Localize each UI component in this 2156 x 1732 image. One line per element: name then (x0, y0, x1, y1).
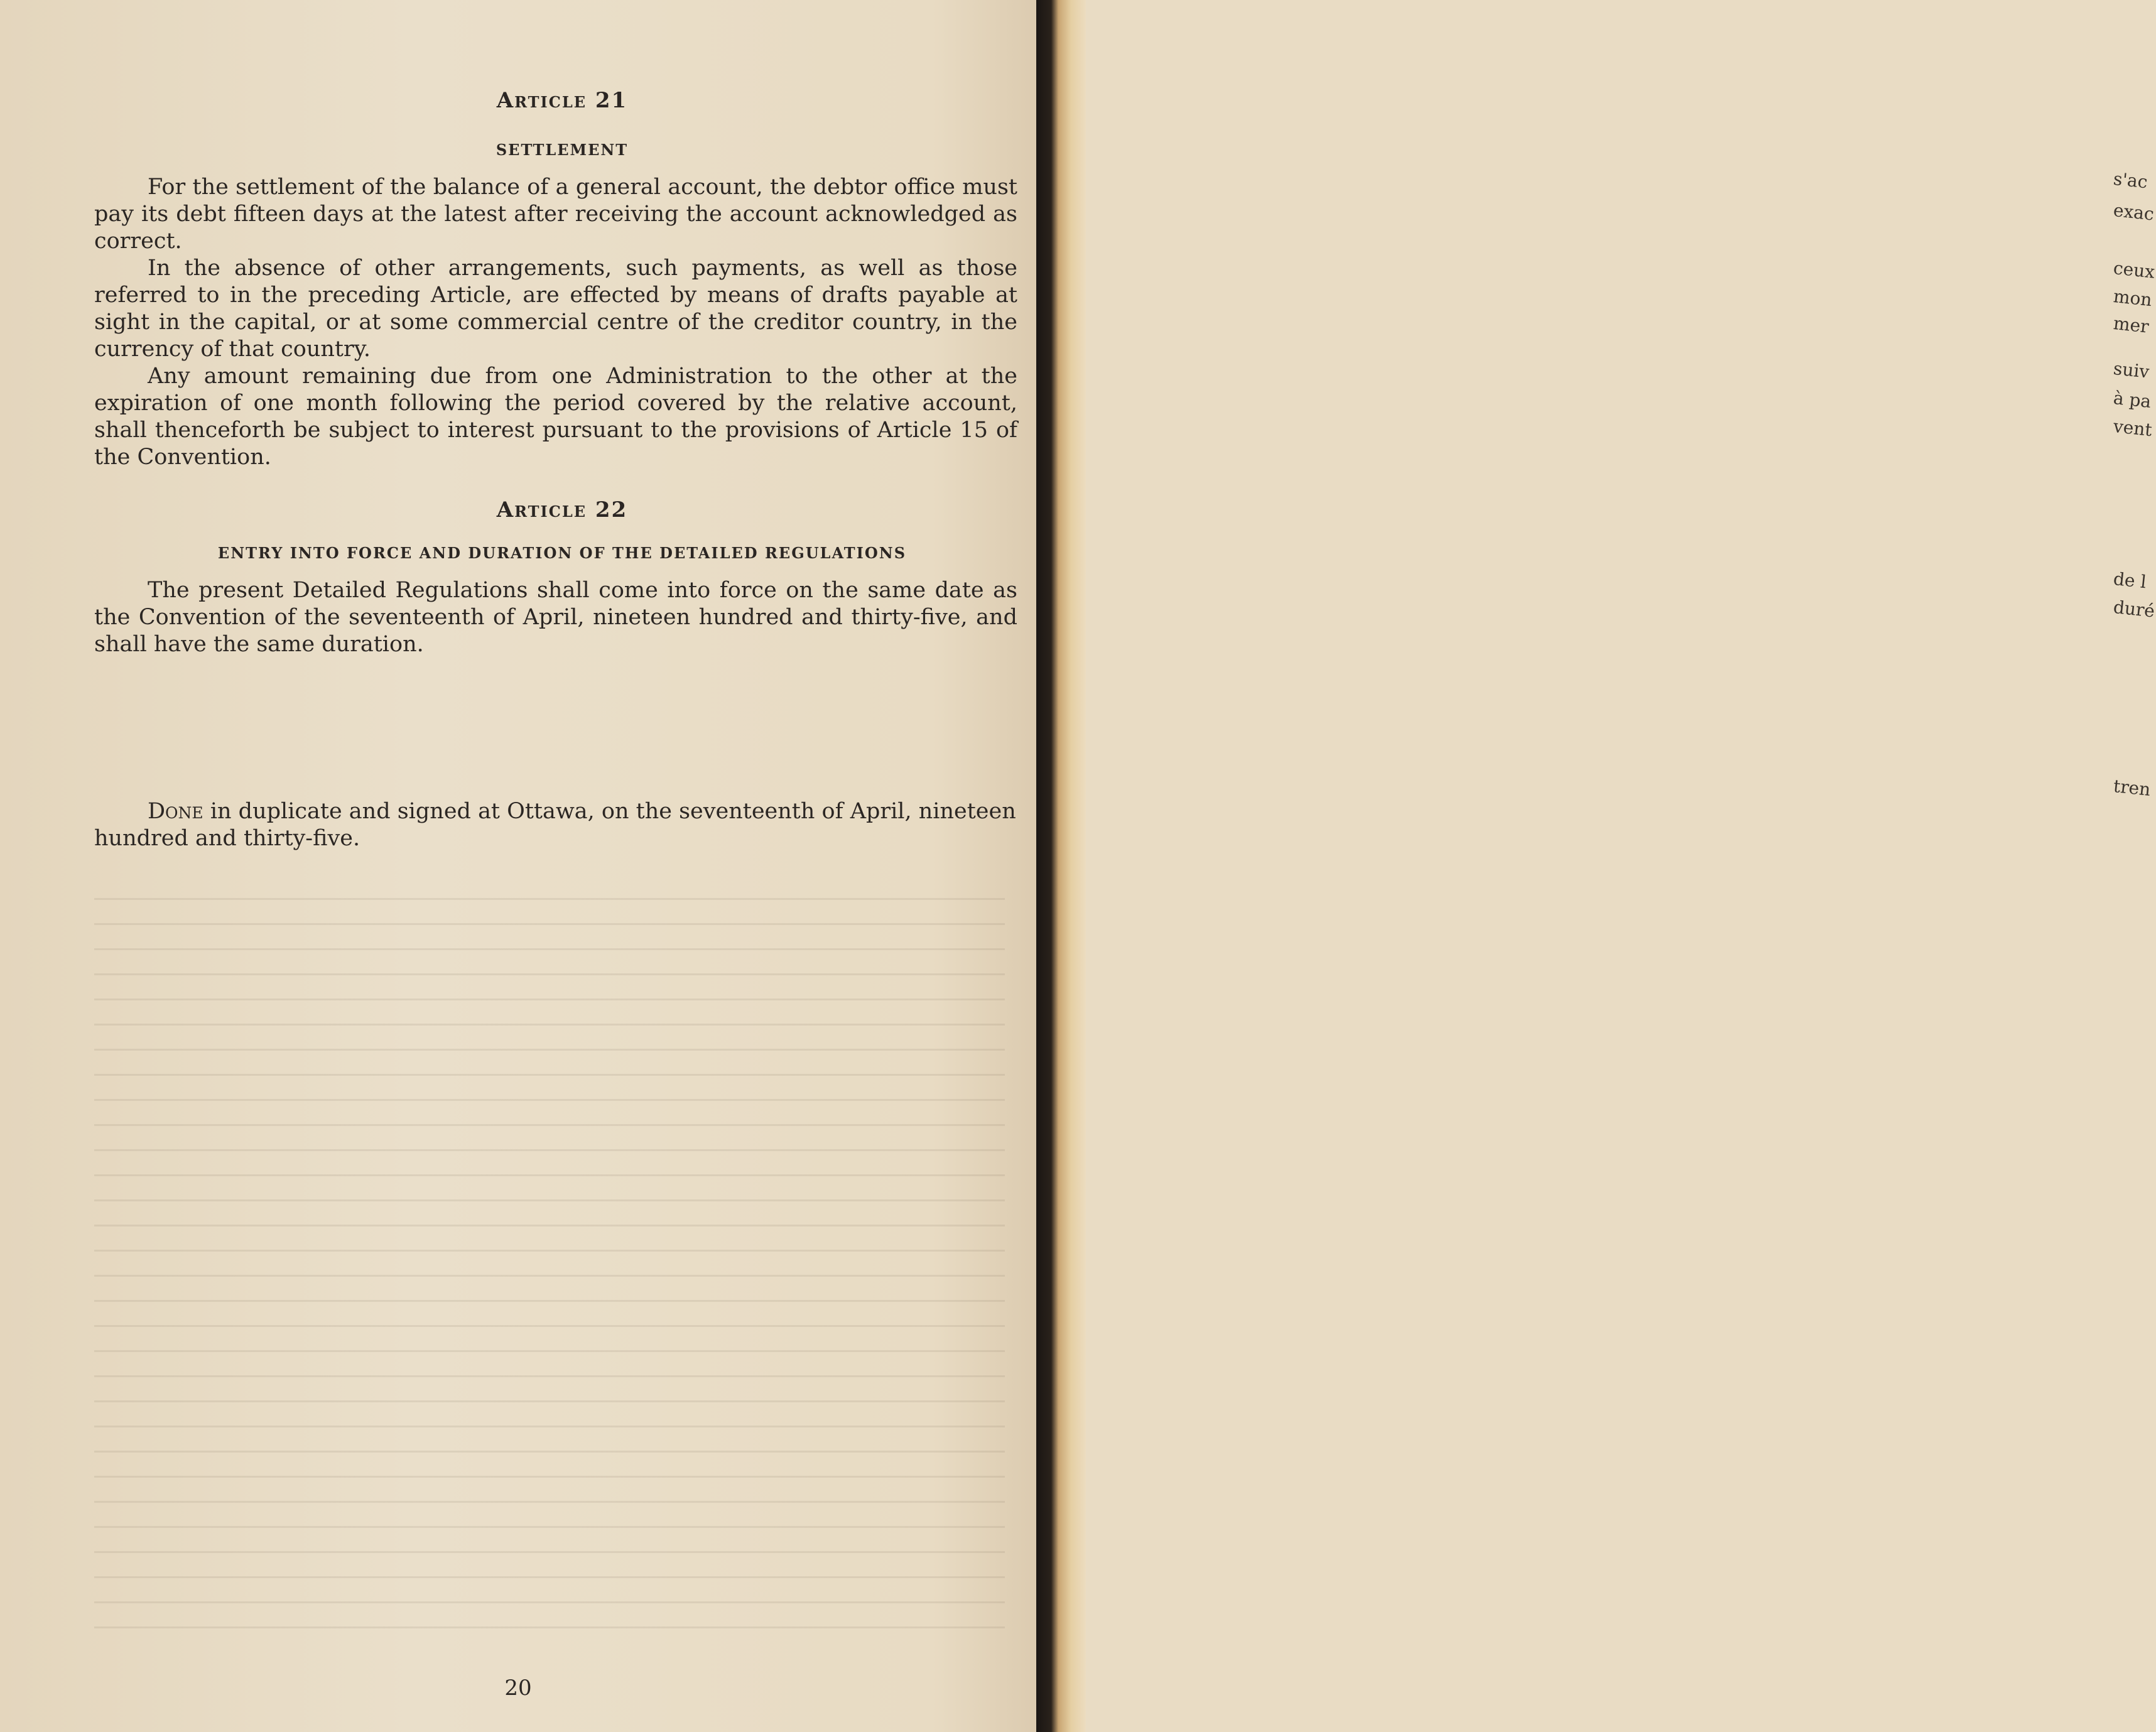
facing-fragment: de l (2112, 568, 2148, 593)
facing-page-strip (1055, 0, 2156, 1732)
page-number: 20 (504, 1675, 532, 1701)
show-through-text (94, 898, 1005, 1639)
article-21-paragraph-3: Any amount remaining due from one Administration to the other at the expiration of one month following the period covered by the relative account, shall thenceforth be subject to interest pursuant to the provisions of Article 15 of the Convention. (94, 364, 1017, 470)
facing-fragment: vent (2112, 416, 2153, 441)
facing-fragment: mon (2112, 286, 2153, 311)
facing-fragment: à pa (2112, 387, 2152, 413)
article-21-paragraph-2: In the absence of other arrangements, such payments, as well as those referred to in the preceding Article, are effected by means of drafts payable at sight in the capital, or at some commercial centre of the creditor country, in the currency of that country. (94, 256, 1017, 362)
facing-fragment: duré (2112, 597, 2156, 622)
article-22-heading: Article 22 (496, 497, 628, 522)
done-lead: Done (148, 799, 203, 824)
article-21-heading: Article 21 (496, 88, 628, 113)
facing-fragment: suiv (2112, 358, 2150, 382)
article-22-section-title: ENTRY INTO FORCE AND DURATION OF THE DETAILED REGULATIONS (217, 544, 907, 562)
facing-fragment: mer (2112, 313, 2150, 337)
facing-fragment: s'ac (2112, 168, 2149, 193)
article-21-section-title: SETTLEMENT (496, 141, 629, 159)
article-22-paragraph-1: The present Detailed Regulations shall come into force on the same date as the Convention of the seventeenth of April, nineteen hundred and thirty-five, and shall have the same duration. (94, 578, 1017, 657)
signature-paragraph (94, 798, 1017, 852)
article-21-paragraph-1: For the settlement of the balance of a general account, the debtor office must pay its debt fifteen days at the latest after receiving the account acknowledged as correct. (94, 175, 1017, 254)
facing-fragment: exac (2112, 200, 2155, 225)
facing-fragment: ceux (2112, 257, 2156, 283)
facing-fragment: tren (2112, 776, 2152, 801)
done-text: in duplicate and signed at Ottawa, on the seventeenth of April, nineteen hundred and thirty-five. (94, 799, 1016, 851)
page-content (94, 88, 1030, 658)
